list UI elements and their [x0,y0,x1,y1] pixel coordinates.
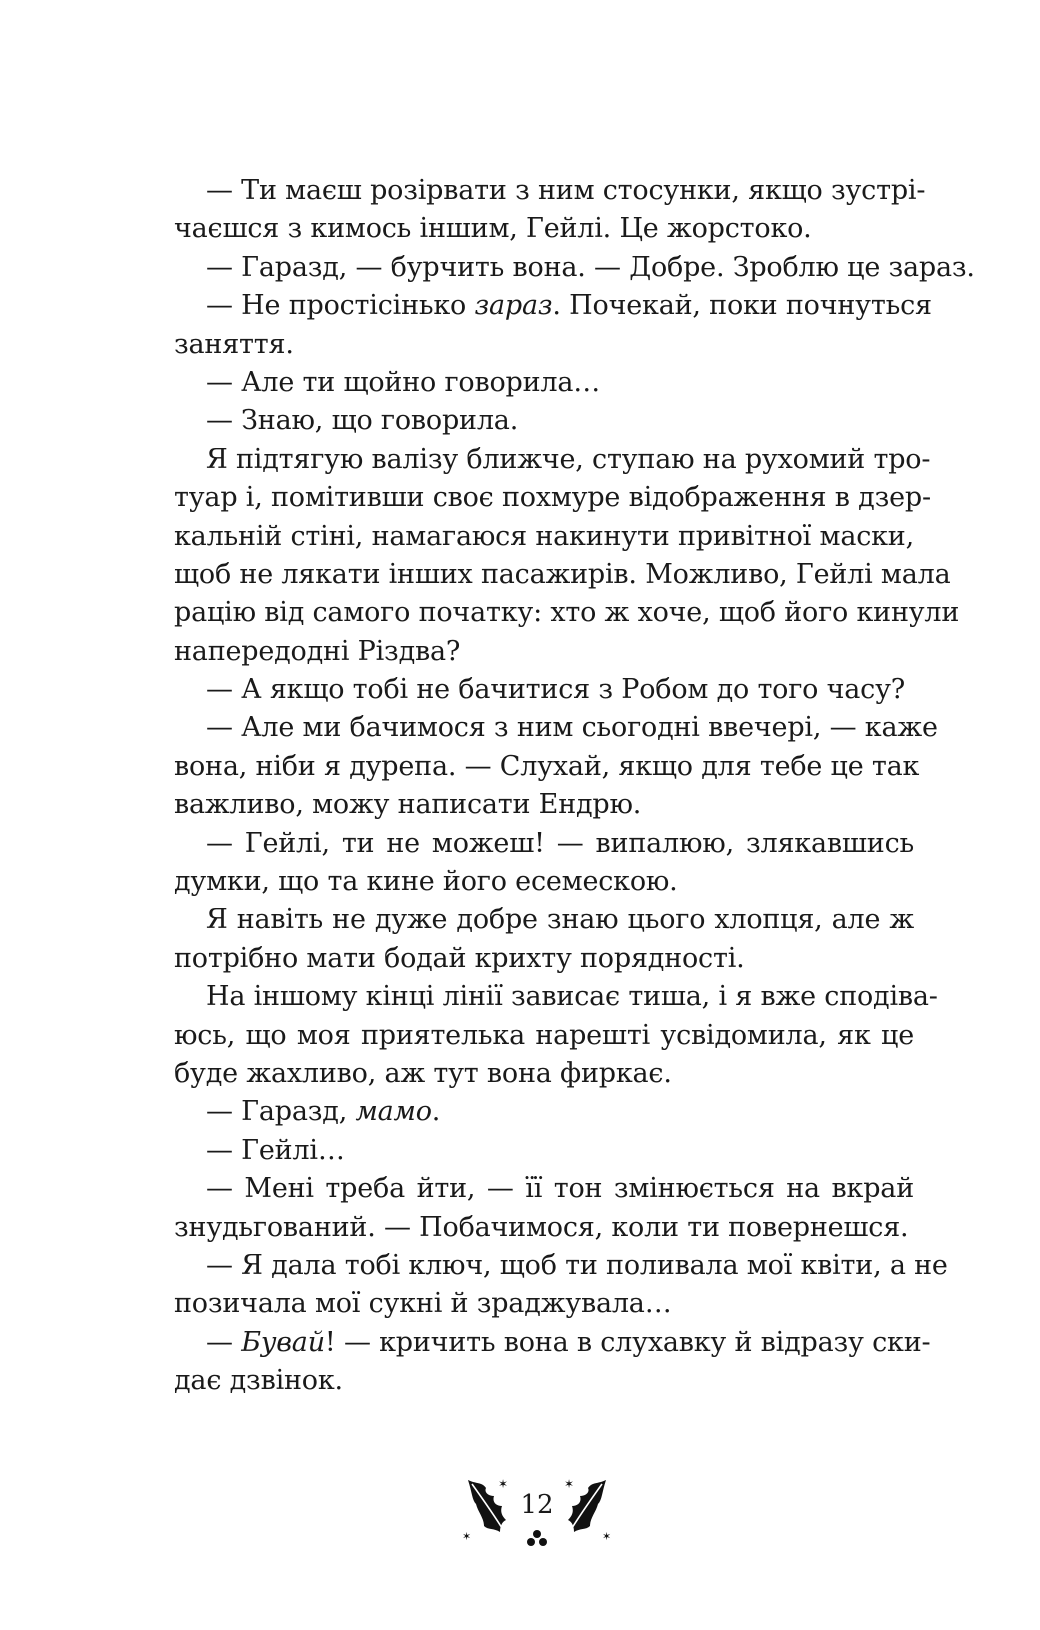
svg-text:✶: ✶ [602,1530,612,1543]
text-run: вона, ніби я дурепа. — Слухай, якщо для тебе це так [174,750,920,782]
text-line [174,1132,914,1170]
text-line [174,402,914,440]
text-run: . Почекай, поки почнуться [552,290,932,322]
text-run: думки, що та кине його есемескою. [174,866,678,898]
text-run: — Гейлі… [206,1134,345,1166]
body-text [174,172,975,1401]
text-run: . [431,1096,441,1128]
text-line [174,1055,914,1093]
text-run: ! — кричить вона в слухавку й відразу ски- [324,1326,931,1358]
italic-text: зараз [474,290,553,322]
text-line [174,786,914,824]
text-line [174,287,932,325]
text-line [174,249,975,287]
page-footer [462,1474,612,1554]
text-line [174,518,914,556]
text-run: — Ти маєш розірвати з ним стосунки, якщо зустрі- [206,175,926,206]
page-number: 12 [520,1490,554,1520]
text-run: знудьгований. — Побачимося, коли ти повернешся. [174,1211,909,1243]
text-run: чаєшся з кимось іншим, Гейлі. Це жорстоко. [174,213,812,245]
text-run: — Але ти щойно говорила… [206,366,601,398]
text-run: позичала мої сукні й зраджувала… [174,1288,672,1320]
text-line [174,633,914,671]
text-line [174,825,914,863]
svg-text:✶: ✶ [498,1477,509,1491]
text-line [174,1209,914,1247]
text-line [174,594,960,632]
text-line [174,1247,948,1285]
text-line [174,863,914,901]
text-run: Я підтягую валізу ближче, ступаю на рухомий тро- [206,443,931,475]
text-line [174,556,951,594]
text-line [174,901,914,939]
text-run: юсь, що моя приятелька нарешті усвідомила, як це [174,1019,914,1051]
text-line [174,172,926,210]
text-run: — Знаю, що говорила. [206,405,519,437]
text-line [174,1017,914,1055]
text-run: — Гейлі, ти не можеш! — випалюю, злякавшись [206,827,914,859]
text-run: — А якщо тобі не бачитися з Робом до того часу? [206,674,906,706]
text-run: рацію від самого початку: хто ж хоче, щоб його кинули [174,597,960,629]
text-run: щоб не лякати інших пасажирів. Можливо, Гейлі мала [174,558,951,590]
text-run: — [206,1326,242,1358]
svg-text:✶: ✶ [564,1477,575,1491]
text-run: — Гаразд, — бурчить вона. — Добре. Зроблю це зараз. [206,251,975,283]
text-line [174,671,914,709]
text-line [174,326,914,364]
text-run: — Але ми бачимося з ним сьогодні ввечері, — каже [206,712,938,744]
text-run: напередодні Різдва? [174,635,461,667]
text-run: потрібно мати бодай крихту порядності. [174,942,745,974]
text-run: — Мені треба йти, — її тон змінюється на вкрай [206,1173,914,1205]
text-run: Я навіть не дуже добре знаю цього хлопця, але ж [206,904,914,936]
text-line [174,1170,914,1208]
text-run: кальній стіні, намагаюся накинути привітної маски, [174,520,914,552]
text-line [174,1285,914,1323]
text-run: — Я дала тобі ключ, щоб ти поливала мої квіти, а не [206,1249,948,1281]
text-run: туар і, помітивши своє похмуре відображення в дзер- [174,482,931,514]
text-run: заняття. [174,328,294,360]
text-run: дає дзвінок. [174,1365,343,1397]
text-run: — Не простісінько [206,290,475,322]
text-run: важливо, можу написати Ендрю. [174,789,642,821]
text-line [174,210,914,248]
text-line [174,1362,914,1400]
text-line [174,1093,914,1131]
italic-text: мамо [355,1096,432,1128]
italic-text: Бувай [241,1326,325,1358]
text-line [174,364,914,402]
text-line [174,978,938,1016]
text-line [174,748,920,786]
svg-text:✶: ✶ [462,1530,472,1543]
text-line [174,940,914,978]
text-line [174,479,931,517]
text-line [174,709,938,747]
text-run: буде жахливо, аж тут вона фиркає. [174,1057,672,1089]
text-line [174,441,931,479]
text-line [174,1324,931,1362]
text-run: На іншому кінці лінії зависає тиша, і я вже сподіва- [206,981,938,1013]
text-run: — Гаразд, [206,1096,356,1128]
